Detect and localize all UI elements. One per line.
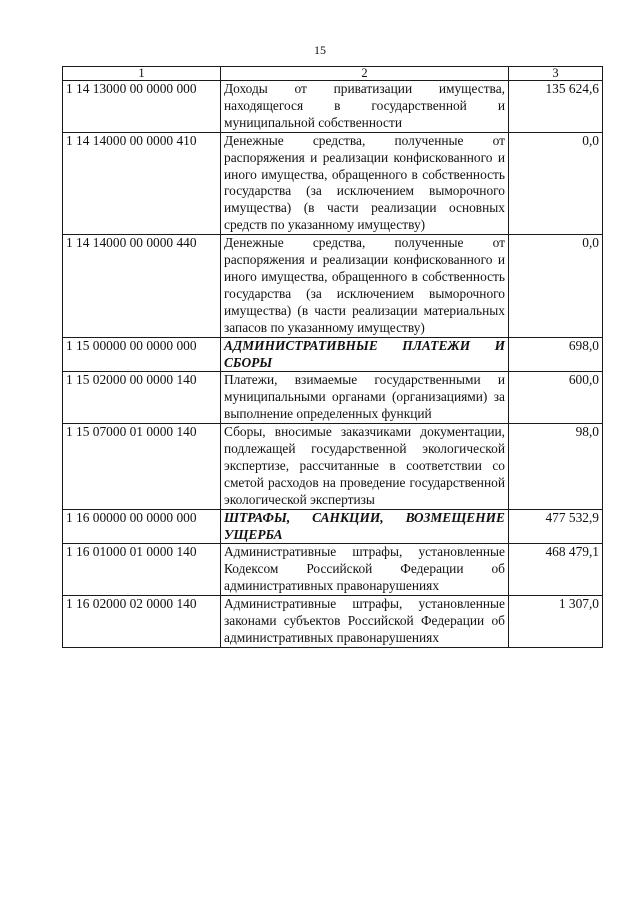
budget-code-cell: 1 15 02000 00 0000 140 (63, 372, 221, 424)
budget-code-cell: 1 14 14000 00 0000 410 (63, 132, 221, 234)
revenue-name-cell: Сборы, вносимые заказчиками документации, подлежащей государственной экологической экспертизе, рассчитанные в соответствии со сметой расходов на проведение государственной экологической экспертизы (221, 424, 509, 510)
amount-cell: 98,0 (509, 424, 603, 510)
column-header-name: 2 (221, 67, 509, 81)
table-row (63, 81, 603, 133)
amount-cell: 698,0 (509, 337, 603, 372)
revenue-name-cell: Денежные средства, полученные от распоряжения и реализации конфискованного и иного имущества, обращенного в собственность государства (за исключением выморочного имущества) (в части реализации основных средств по указанному имуществу) (221, 132, 509, 234)
budget-code-cell: 1 14 14000 00 0000 440 (63, 235, 221, 337)
table-row (63, 132, 603, 234)
column-number-row (63, 67, 603, 81)
revenue-name-cell: Административные штрафы, установленные законами субъектов Российской Федерации об административных правонарушениях (221, 596, 509, 648)
table-row (63, 235, 603, 337)
amount-cell: 1 307,0 (509, 596, 603, 648)
table-row (63, 544, 603, 596)
column-header-amount: 3 (509, 67, 603, 81)
amount-cell: 600,0 (509, 372, 603, 424)
budget-code-cell: 1 15 00000 00 0000 000 (63, 337, 221, 372)
table-row (63, 372, 603, 424)
table-row (63, 337, 603, 372)
amount-cell: 135 624,6 (509, 81, 603, 133)
page-number: 15 (314, 43, 326, 57)
revenue-name-cell: Административные штрафы, установленные Кодексом Российской Федерации об административных правонарушениях (221, 544, 509, 596)
amount-cell: 468 479,1 (509, 544, 603, 596)
table-row (63, 424, 603, 510)
amount-cell: 0,0 (509, 235, 603, 337)
table-row (63, 596, 603, 648)
budget-revenue-table (62, 66, 603, 648)
section-heading-cell: АДМИНИСТРАТИВНЫЕ ПЛАТЕЖИ И СБОРЫ (221, 337, 509, 372)
budget-code-cell: 1 16 02000 02 0000 140 (63, 596, 221, 648)
section-heading-cell: ШТРАФЫ, САНКЦИИ, ВОЗМЕЩЕНИЕ УЩЕРБА (221, 509, 509, 544)
revenue-name-cell: Доходы от приватизации имущества, находящегося в государственной и муниципальной собственности (221, 81, 509, 133)
table-body (63, 81, 603, 648)
budget-code-cell: 1 14 13000 00 0000 000 (63, 81, 221, 133)
budget-code-cell: 1 16 00000 00 0000 000 (63, 509, 221, 544)
amount-cell: 477 532,9 (509, 509, 603, 544)
budget-code-cell: 1 16 01000 01 0000 140 (63, 544, 221, 596)
revenue-name-cell: Платежи, взимаемые государственными и муниципальными органами (организациями) за выполнение определенных функций (221, 372, 509, 424)
table-row (63, 509, 603, 544)
revenue-name-cell: Денежные средства, полученные от распоряжения и реализации конфискованного и иного имущества, обращенного в собственность государства (за исключением выморочного имущества) (в части реализации материальных запасов по указанному имуществу) (221, 235, 509, 337)
amount-cell: 0,0 (509, 132, 603, 234)
budget-code-cell: 1 15 07000 01 0000 140 (63, 424, 221, 510)
column-header-code: 1 (63, 67, 221, 81)
